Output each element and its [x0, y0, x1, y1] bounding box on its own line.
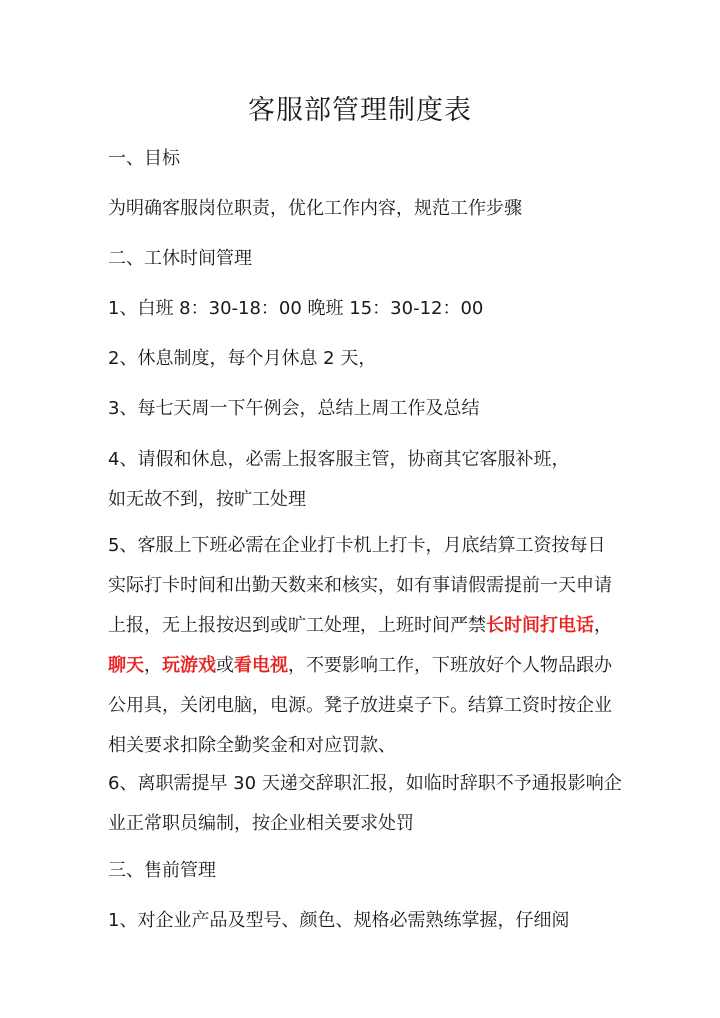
work-time-item-1: 1、白班 8：30-18：00 晚班 15：30-12：00	[108, 298, 484, 319]
item-4-line-1: 4、请假和休息，必需上报客服主管，协商其它客服补班，	[108, 449, 570, 470]
item-6-line-2: 业正常职员编制，按企业相关要求处罚	[108, 813, 414, 834]
item-5-line-6: 相关要求扣除全勤奖金和对应罚款、	[108, 735, 396, 756]
section-heading-goal: 一、目标	[108, 148, 180, 169]
highlight-chatting: 聊天	[108, 655, 144, 676]
item-5-line-2: 实际打卡时间和出勤天数来和核实，如有事请假需提前一天申请	[108, 575, 612, 596]
work-time-item-2: 2、休息制度，每个月休息 2 天，	[108, 348, 377, 369]
item-5-line-4	[108, 646, 616, 686]
item-5-line-3	[108, 606, 616, 646]
item-5-line-1: 5、客服上下班必需在企业打卡机上打卡，月底结算工资按每日	[108, 535, 606, 556]
item-5-line-5: 公用具，关闭电脑，电源。凳子放进桌子下。结算工资时按企业	[108, 695, 612, 716]
work-time-item-4	[108, 440, 616, 520]
highlight-playing-games: 玩游戏	[162, 655, 216, 676]
work-time-item-6	[108, 764, 622, 844]
item-5-line-3-comma: ，	[594, 615, 612, 636]
highlight-watching-tv: 看电视	[234, 655, 288, 676]
work-time-item-5	[108, 526, 616, 766]
highlight-long-phone-calls: 长时间打电话	[486, 615, 594, 636]
item-5-line-4-sep-2: 或	[216, 655, 234, 676]
section-heading-work-time: 二、工休时间管理	[108, 248, 252, 269]
item-4-line-2: 如无故不到，按旷工处理	[108, 489, 306, 510]
section-heading-presales: 三、售前管理	[108, 860, 216, 881]
item-5-line-4-sep-1: ，	[144, 655, 162, 676]
page-title: 客服部管理制度表	[248, 95, 472, 126]
work-time-item-3: 3、每七天周一下午例会，总结上周工作及总结	[108, 398, 480, 419]
item-5-line-3-text: 上报，无上报按迟到或旷工处理，上班时间严禁	[108, 615, 486, 636]
item-5-line-4-text: ，不要影响工作，下班放好个人物品跟办	[288, 655, 612, 676]
goal-text: 为明确客服岗位职责，优化工作内容，规范工作步骤	[108, 198, 522, 219]
item-6-line-1: 6、离职需提早 30 天递交辞职汇报，如临时辞职不予通报影响企	[108, 773, 622, 794]
presales-item-1: 1、对企业产品及型号、颜色、规格必需熟练掌握，仔细阅	[108, 910, 570, 931]
